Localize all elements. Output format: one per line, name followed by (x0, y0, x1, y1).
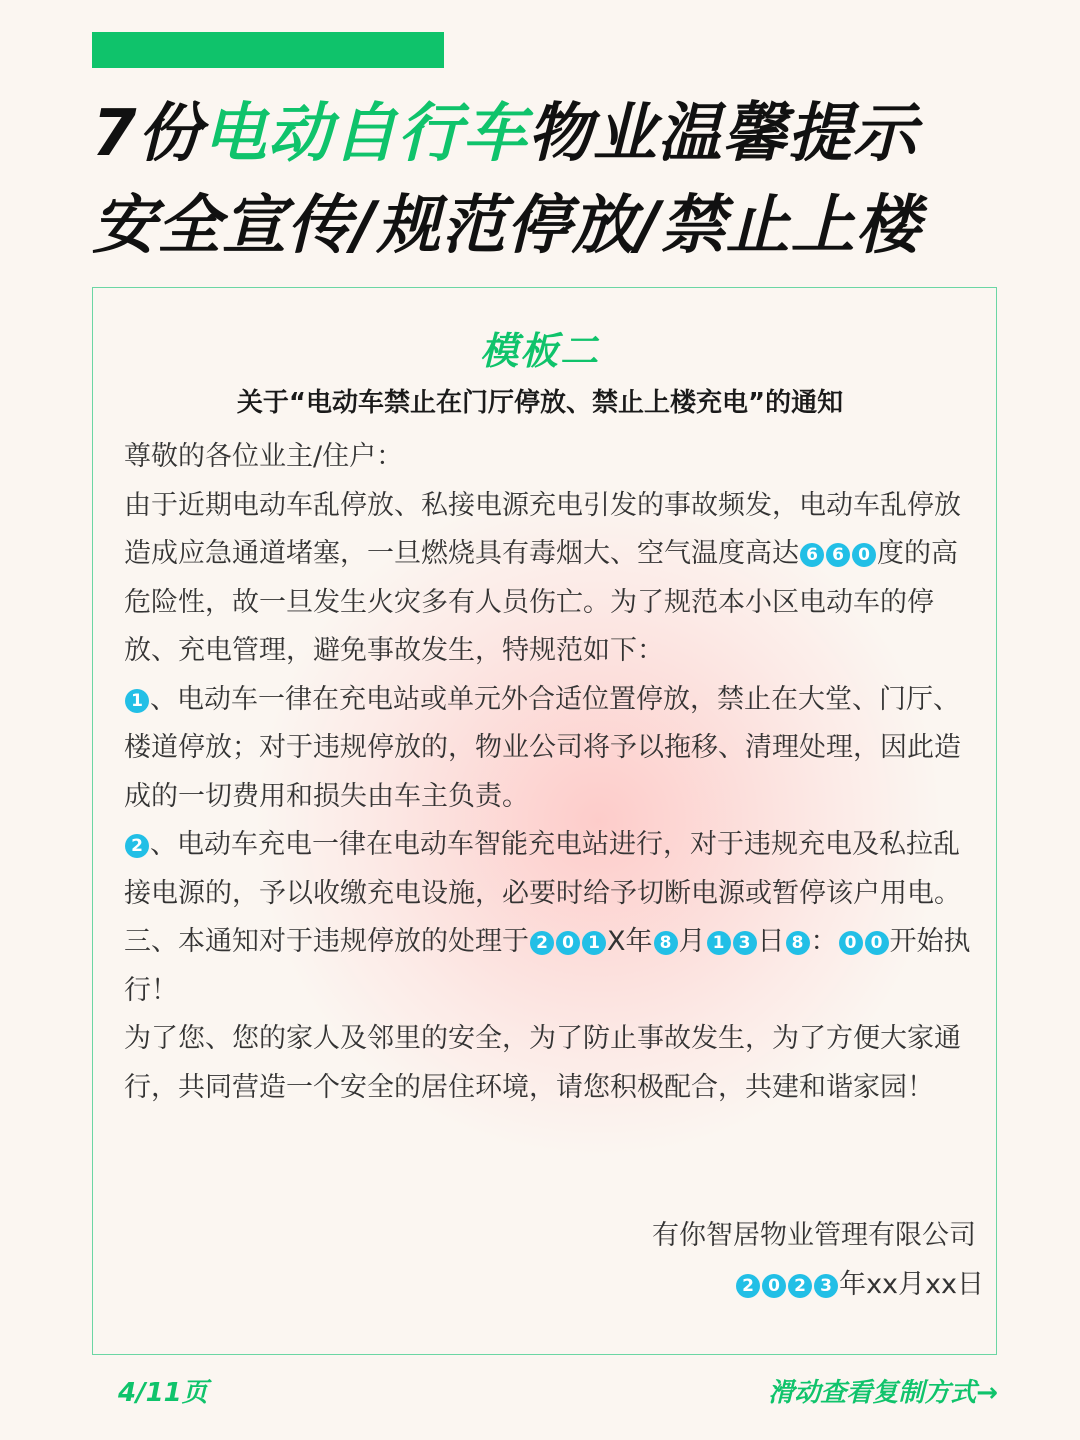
rule-item-2: 2 、电动车充电一律在电动车智能充电站进行，对于违规充电及私拉乱接电源的，予以收缴充电设施，必要时给予切断电源或暂停该户用电。 (124, 829, 961, 909)
number-badge: 2 (125, 834, 149, 858)
notice-title: 关于“电动车禁止在门厅停放、禁止上楼充电”的通知 (236, 388, 844, 418)
closing-paragraph: 为了您、您的家人及邻里的安全，为了防止事故发生，为了方便大家通行，共同营造一个安全的居住环境，请您积极配合，共建和谐家园！ (124, 1023, 961, 1103)
template-label: 模板二 (479, 329, 600, 373)
number-badge: 1 (125, 689, 149, 713)
headline-line2: 安全宣传/规范停放/禁止上楼 (92, 189, 921, 263)
rule-item-3: 三、本通知对于违规停放的处理于 2 0 1 X年 8 月 1 3 日 8 ： 0 0 开始执行！ (124, 926, 971, 1006)
signature-date: 2 0 2 3 年xx月xx日 (735, 1262, 984, 1301)
paragraph-intro: 由于近期电动车乱停放、私接电源充电引发的事故频发，电动车乱停放造成应急通道堵塞，一旦燃烧具有毒烟大、空气温度高达 6 6 0 度的高危险性，故一旦发生火灾多有人员伤亡。为了规范本小区电动车的停放、充电管理，避免事故发生，特规范如下： (124, 489, 961, 666)
rule-item-1: 1 、电动车一律在充电站或单元外合适位置停放，禁止在大堂、门厅、楼道停放；对于违规停放的，物业公司将予以拖移、清理处理，因此造成的一切费用和损失由车主负责。 (124, 683, 961, 812)
greeting: 尊敬的各位业主/住户： (124, 441, 404, 472)
swipe-hint-link[interactable]: 滑动查看复制方式→ (768, 1378, 998, 1408)
notice-body (124, 433, 1004, 1112)
page-indicator: 4/11页 (118, 1378, 208, 1408)
company-signature: 有你智居物业管理有限公司 (652, 1220, 976, 1251)
headline-line1: 7份电动自行车物业温馨提示 (92, 97, 918, 171)
headline-highlight: 电动自行车 (202, 97, 528, 171)
accent-bar (92, 32, 444, 68)
